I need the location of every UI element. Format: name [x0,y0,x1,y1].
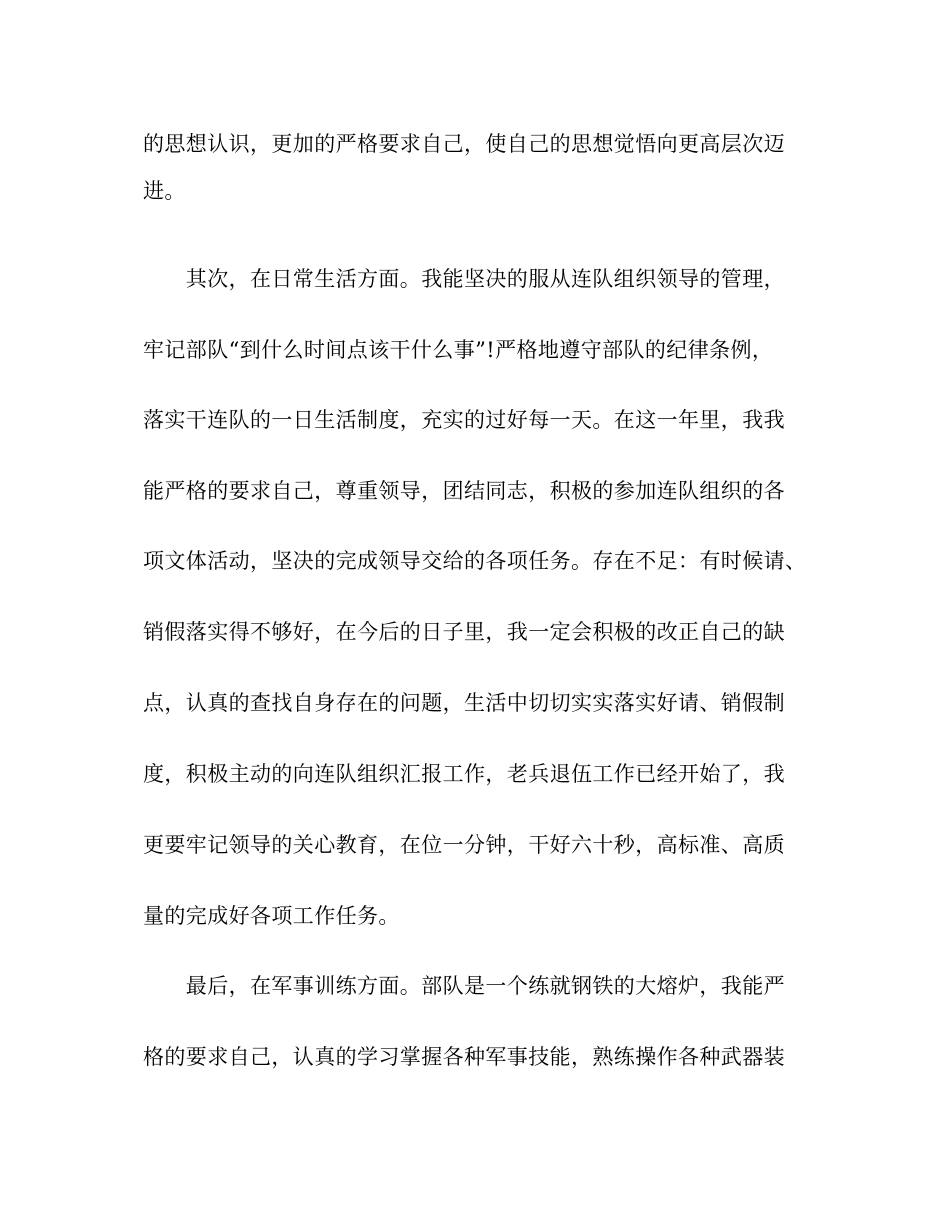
text-line: 量的完成好各项工作任务。 [143,904,400,928]
text-line: 的思想认识，更加的严格要求自己，使自己的思想觉悟向更高层次迈 [143,132,785,156]
text-line: 进。 [143,179,186,203]
text-line: 更要牢记领导的关心教育，在位一分钟，干好六十秒，高标准、高质 [143,833,785,857]
text-line: 度，积极主动的向连队组织汇报工作，老兵退伍工作已经开始了，我 [143,762,785,786]
text-line: 能严格的要求自己，尊重领导，团结同志，积极的参加连队组织的各 [143,479,785,503]
text-line: 点，认真的查找自身存在的问题，生活中切切实实落实好请、销假制 [143,691,785,715]
text-line: 最后，在军事训练方面。部队是一个练就钢铁的大熔炉，我能严 [143,974,785,998]
text-line: 落实干连队的一日生活制度，充实的过好每一天。在这一年里，我我 [143,408,785,432]
text-line: 销假落实得不够好，在今后的日子里，我一定会积极的改正自己的缺 [143,620,785,644]
text-line: 格的要求自己，认真的学习掌握各种军事技能，熟练操作各种武器装 [143,1045,785,1069]
text-line: 牢记部队“到什么时间点该干什么事”!严格地遵守部队的纪律条例， [143,338,774,362]
text-line: 项文体活动，坚决的完成领导交给的各项任务。存在不足：有时候请、 [143,549,807,573]
text-line: 其次，在日常生活方面。我能坚决的服从连队组织领导的管理， [143,267,785,291]
